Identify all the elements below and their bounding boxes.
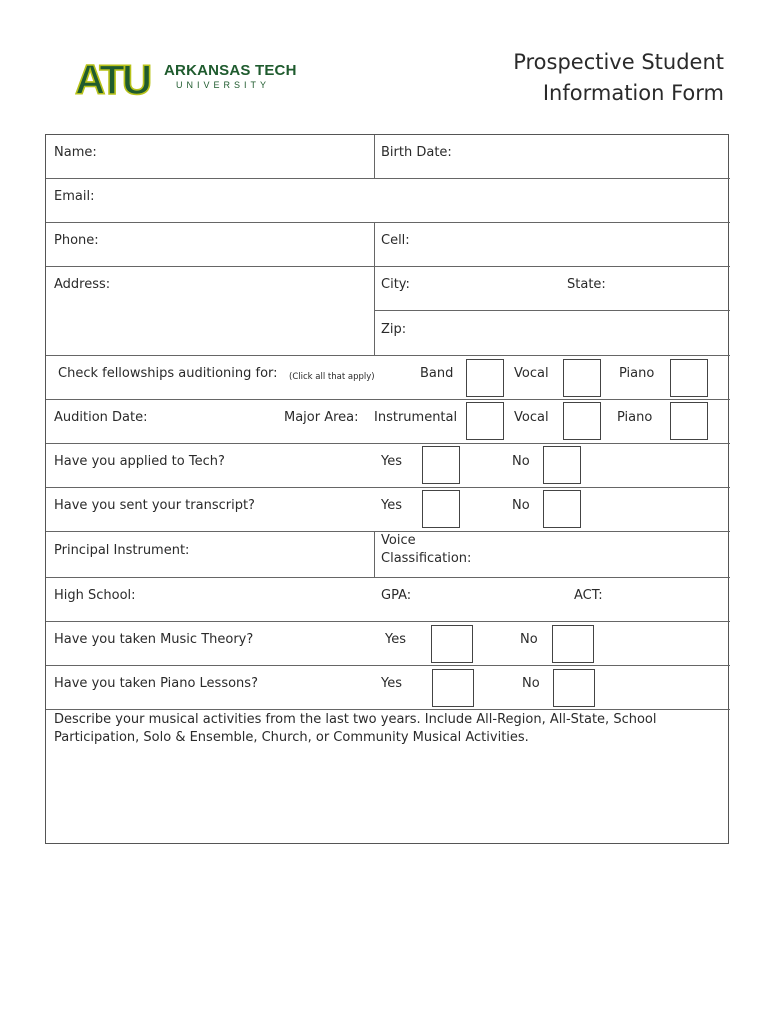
applied-yes-label: Yes [381,454,402,469]
page-title [513,47,724,109]
major-vocal-checkbox[interactable] [563,402,601,440]
fellowship-vocal-checkbox[interactable] [563,359,601,397]
birth-date-label: Birth Date: [381,145,452,160]
logo-name: ARKANSAS TECH [164,62,297,79]
fellowship-piano-label: Piano [619,366,655,381]
major-area-label: Major Area: [284,410,359,425]
student-form [45,134,729,844]
fellowship-band-checkbox[interactable] [466,359,504,397]
fellowships-label: Check fellowships auditioning for: [58,366,278,381]
applied-yes-checkbox[interactable] [422,446,460,484]
title-line-1: Prospective Student [513,50,724,74]
theory-no-label: No [520,632,538,647]
act-label: ACT: [574,588,603,603]
principal-instrument-label: Principal Instrument: [54,543,190,558]
piano-lessons-yes-checkbox[interactable] [432,669,474,707]
piano-lessons-yes-label: Yes [381,676,402,691]
transcript-no-label: No [512,498,530,513]
state-label: State: [567,277,606,292]
applied-no-label: No [512,454,530,469]
title-line-2: Information Form [542,81,724,105]
fellowship-piano-checkbox[interactable] [670,359,708,397]
major-vocal-label: Vocal [514,410,549,425]
cell-label: Cell: [381,233,410,248]
voice-label-line-1: Voice [381,533,416,548]
voice-label-line-2: Classification: [381,551,472,566]
logo-subtitle: UNIVERSITY [176,80,271,90]
theory-no-checkbox[interactable] [552,625,594,663]
gpa-label: GPA: [381,588,412,603]
piano-lessons-no-label: No [522,676,540,691]
major-piano-label: Piano [617,410,653,425]
address-label: Address: [54,277,111,292]
applied-label: Have you applied to Tech? [54,454,225,469]
city-label: City: [381,277,410,292]
theory-yes-checkbox[interactable] [431,625,473,663]
major-instrumental-label: Instrumental [374,410,458,425]
major-piano-checkbox[interactable] [670,402,708,440]
zip-label: Zip: [381,322,407,337]
transcript-no-checkbox[interactable] [543,490,581,528]
high-school-label: High School: [54,588,136,603]
logo-initials: ATU [75,58,150,98]
fellowships-hint: (Click all that apply) [289,372,375,382]
piano-lessons-label: Have you taken Piano Lessons? [54,676,258,691]
applied-no-checkbox[interactable] [543,446,581,484]
transcript-yes-label: Yes [381,498,402,513]
theory-yes-label: Yes [385,632,406,647]
theory-label: Have you taken Music Theory? [54,632,254,647]
major-instrumental-checkbox[interactable] [466,402,504,440]
transcript-yes-checkbox[interactable] [422,490,460,528]
email-label: Email: [54,189,95,204]
fellowship-vocal-label: Vocal [514,366,549,381]
name-label: Name: [54,145,97,160]
musical-activities-prompt: Describe your musical activities from the last two years. Include All-Region, All-State, School Participation, Solo & Ensemble, Church, or Community Musical Activities. [54,712,657,745]
audition-date-label: Audition Date: [54,410,148,425]
atu-logo-icon [75,58,157,98]
fellowship-band-label: Band [420,366,454,381]
phone-label: Phone: [54,233,99,248]
piano-lessons-no-checkbox[interactable] [553,669,595,707]
transcript-label: Have you sent your transcript? [54,498,255,513]
